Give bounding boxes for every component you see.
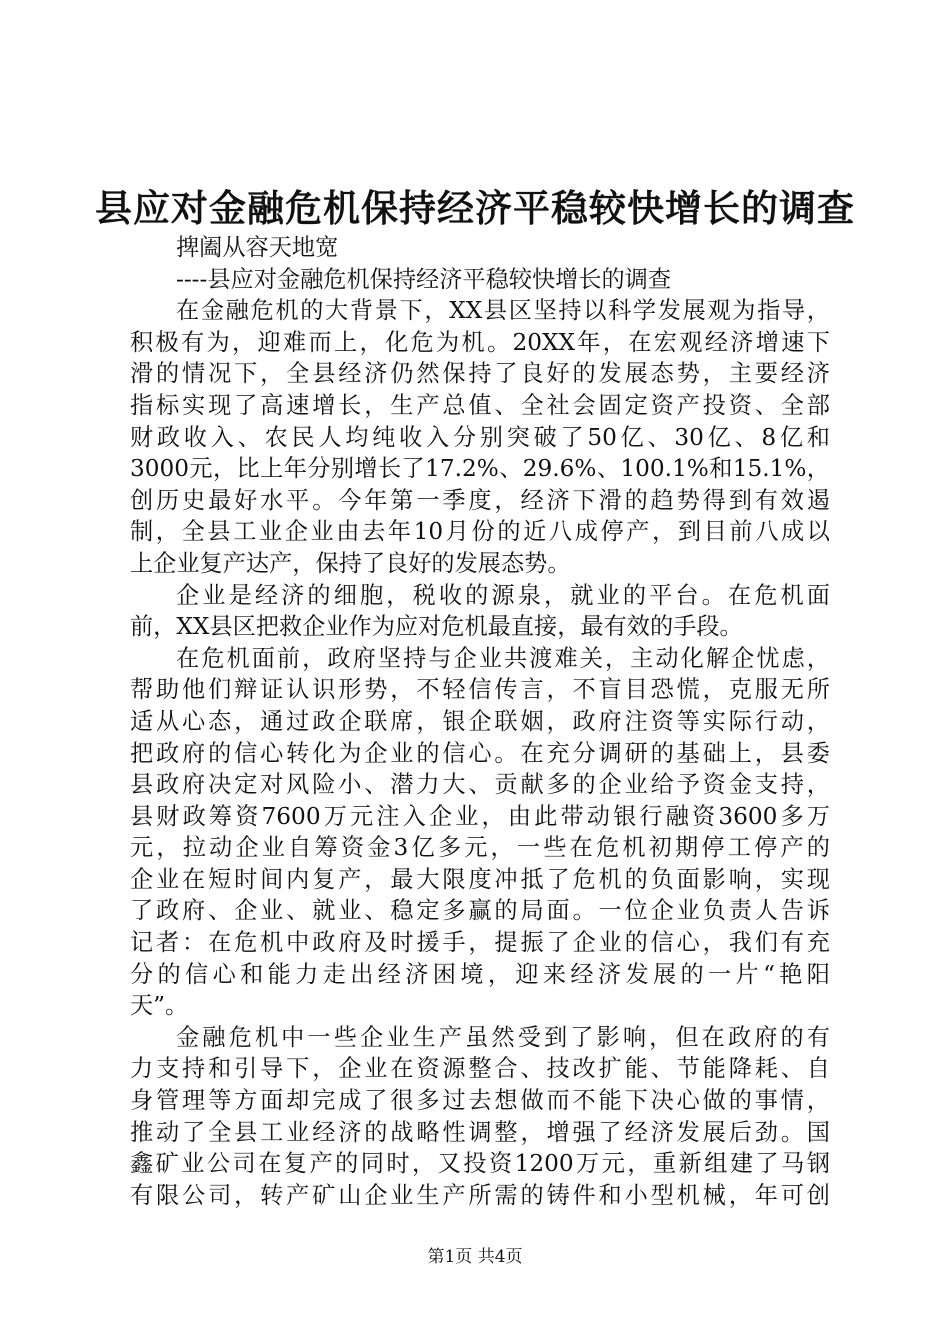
paragraph-line: 前，XX县区把救企业作为应对危机最直接，最有效的手段。 [130, 613, 743, 641]
paragraph-line: 身管理等方面却完成了很多过去想做而不能下决心做的事情， [130, 1087, 830, 1115]
paragraph-line: 县财政筹资7600万元注入企业，由此带动银行融资3600多万 [130, 802, 830, 830]
paragraph-line: 创历史最好水平。今年第一季度，经济下滑的趋势得到有效遏 [130, 486, 830, 514]
page-footer: 第1页 共4页 [427, 1247, 523, 1267]
paragraph-line: 金融危机中一些企业生产虽然受到了影响，但在政府的有 [176, 1023, 830, 1051]
document-title: 县应对金融危机保持经济平稳较快增长的调查 [95, 186, 855, 230]
paragraph-line: 力支持和引导下，企业在资源整合、技改扩能、节能降耗、自 [130, 1055, 830, 1083]
paragraph-line: 上企业复产达产，保持了良好的发展态势。 [130, 549, 571, 577]
paragraph-line: 在危机面前，政府坚持与企业共渡难关，主动化解企忧虑， [176, 644, 830, 672]
paragraph-line: 在金融危机的大背景下，XX县区坚持以科学发展观为指导， [176, 297, 830, 325]
paragraph-line: 县政府决定对风险小、潜力大、贡献多的企业给予资金支持， [130, 771, 830, 799]
paragraph-line: 天”。 [130, 992, 189, 1020]
subtitle-line: ----县应对金融危机保持经济平稳较快增长的调查 [176, 265, 672, 293]
paragraph-line: 适从心态，通过政企联席，银企联姻，政府注资等实际行动， [130, 707, 830, 735]
paragraph-line: 财政收入、农民人均纯收入分别突破了50亿、30亿、8亿和 [130, 423, 830, 451]
paragraph-line: 有限公司，转产矿山企业生产所需的铸件和小型机械，年可创 [130, 1181, 830, 1209]
paragraph-line: 滑的情况下，全县经济仍然保持了良好的发展态势，主要经济 [130, 360, 830, 388]
paragraph-line: 推动了全县工业经济的战略性调整，增强了经济发展后劲。国 [130, 1118, 830, 1146]
paragraph-line: 企业是经济的细胞，税收的源泉，就业的平台。在危机面 [176, 581, 830, 609]
paragraph-line: 积极有为，迎难而上，化危为机。20XX年，在宏观经济增速下 [130, 328, 830, 356]
paragraph-line: 指标实现了高速增长，生产总值、全社会固定资产投资、全部 [130, 391, 830, 419]
paragraph-line: 企业在短时间内复产，最大限度冲抵了危机的负面影响，实现 [130, 865, 830, 893]
paragraph-line: 鑫矿业公司在复产的同时，又投资1200万元，重新组建了马钢 [130, 1150, 830, 1178]
paragraph-line: 制，全县工业企业由去年10月份的近八成停产，到目前八成以 [130, 518, 830, 546]
paragraph-line: 了政府、企业、就业、稳定多赢的局面。一位企业负责人告诉 [130, 897, 830, 925]
paragraph-line: 帮助他们辩证认识形势，不轻信传言，不盲目恐慌，克服无所 [130, 676, 830, 704]
subtitle-line: 捭阖从容天地宽 [176, 234, 339, 261]
paragraph-line: 3000元，比上年分别增长了17.2%、29.6%、100.1%和15.1%， [130, 455, 830, 483]
paragraph-line: 把政府的信心转化为企业的信心。在充分调研的基础上，县委 [130, 739, 830, 767]
paragraph-line: 记者：在危机中政府及时援手，提振了企业的信心，我们有充 [130, 929, 830, 957]
paragraph-line: 分的信心和能力走出经济困境，迎来经济发展的一片“艳阳 [130, 960, 830, 988]
document-body [130, 232, 830, 1211]
paragraph-line: 元，拉动企业自筹资金3亿多元，一些在危机初期停工停产的 [130, 834, 830, 862]
